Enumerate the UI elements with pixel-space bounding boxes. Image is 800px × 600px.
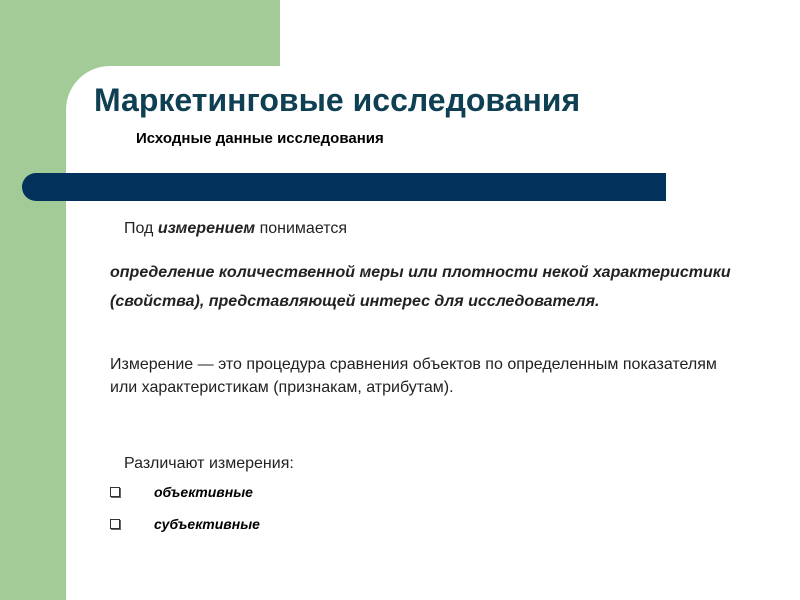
measurement-types-list — [110, 476, 260, 540]
slide-title: Маркетинговые исследования — [94, 82, 581, 118]
list-item-label: объективные — [154, 484, 253, 500]
list-item — [110, 508, 260, 540]
definition-term: измерением — [157, 220, 256, 237]
list-item-label: субъективные — [154, 516, 260, 532]
divider-bar — [22, 173, 666, 201]
definition-intro-prefix: Под — [124, 220, 158, 237]
definition-text: определение количественной меры или плотности некой характеристики (свойства), представляющей интерес для исследователя. — [110, 264, 731, 310]
square-bullet-icon — [110, 519, 120, 529]
definition-intro-suffix: понимается — [255, 220, 347, 237]
green-side-strip — [0, 0, 66, 600]
measurement-description: Измерение — это процедура сравнения объектов по определенным показателям или характеристикам (признакам, атрибутам). — [110, 356, 717, 396]
square-bullet-icon — [110, 487, 120, 497]
measurement-types-intro: Различают измерения: — [124, 455, 294, 472]
list-item — [110, 476, 260, 508]
definition-intro — [124, 220, 347, 238]
slide-subtitle: Исходные данные исследования — [136, 130, 384, 147]
